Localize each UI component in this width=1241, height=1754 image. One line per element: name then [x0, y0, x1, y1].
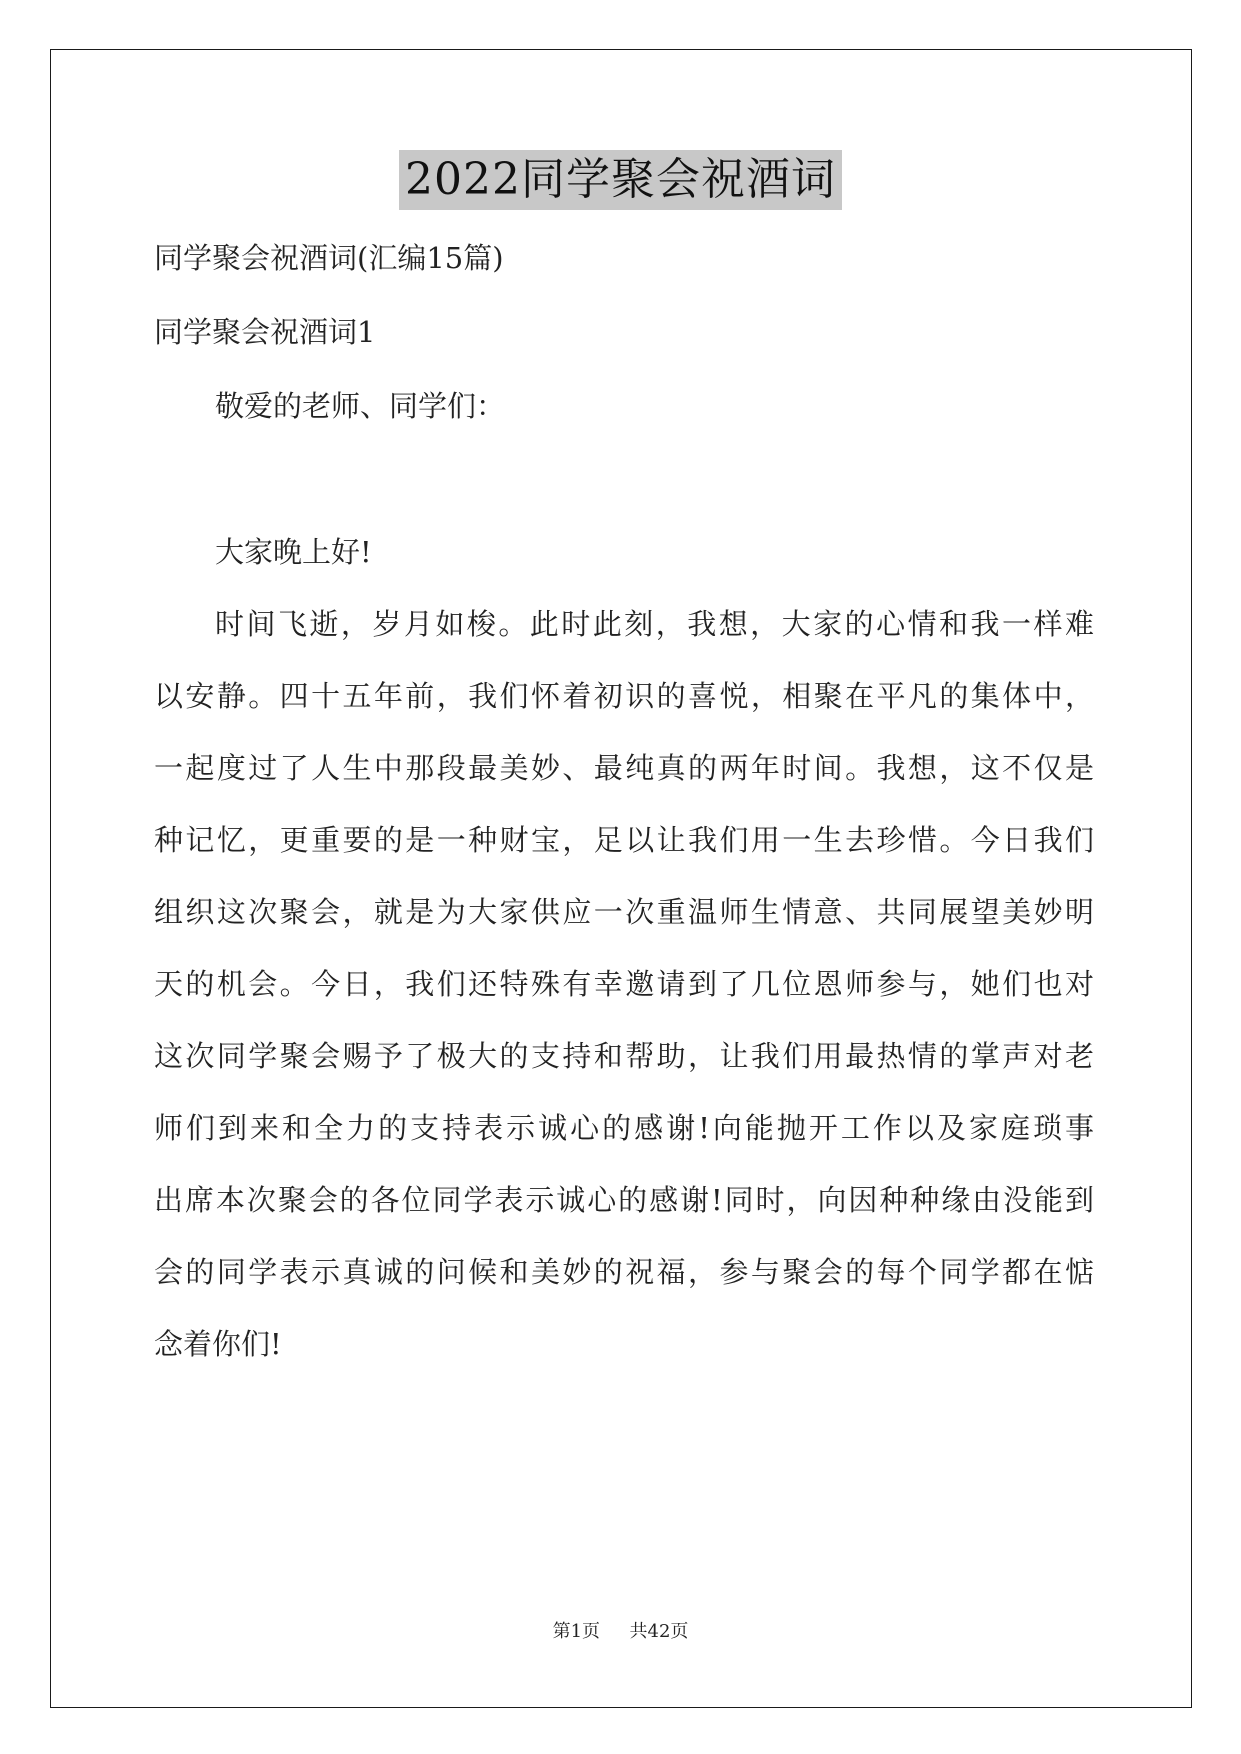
- body-line: 时间飞逝，岁月如梭。此时此刻，我想，大家的心情和我一样难: [215, 607, 1094, 641]
- body-line: 种记忆，更重要的是一种财宝，足以让我们用一生去珍惜。今日我们: [154, 823, 1094, 857]
- page-border: [50, 49, 1192, 1708]
- body-line: 以安静。四十五年前，我们怀着初识的喜悦，相聚在平凡的集体中，: [154, 679, 1094, 713]
- body-line: 这次同学聚会赐予了极大的支持和帮助，让我们用最热情的掌声对老: [154, 1039, 1094, 1073]
- document-subtitle: 同学聚会祝酒词(汇编15篇): [154, 241, 504, 275]
- body-line: 会的同学表示真诚的问候和美妙的祝福，参与聚会的每个同学都在惦: [154, 1255, 1094, 1289]
- body-line: 一起度过了人生中那段最美妙、最纯真的两年时间。我想，这不仅是: [154, 751, 1094, 785]
- page-footer: [0, 1620, 1241, 1644]
- body-line: 念着你们!: [154, 1327, 282, 1361]
- body-line: 天的机会。今日，我们还特殊有幸邀请到了几位恩师参与，她们也对: [154, 967, 1094, 1001]
- title-container: [0, 150, 1241, 210]
- body-line: 组织这次聚会，就是为大家供应一次重温师生情意、共同展望美妙明: [154, 895, 1094, 929]
- page-total: 共42页: [629, 1621, 689, 1642]
- page-number: 第1页: [552, 1621, 601, 1642]
- section-heading: 同学聚会祝酒词1: [154, 315, 376, 349]
- greeting-line: 敬爱的老师、同学们：: [215, 389, 506, 423]
- document-title: 2022同学聚会祝酒词: [399, 150, 842, 210]
- salutation-line: 大家晚上好!: [215, 535, 372, 569]
- body-line: 师们到来和全力的支持表示诚心的感谢!向能抛开工作以及家庭琐事: [154, 1111, 1094, 1145]
- body-line: 出席本次聚会的各位同学表示诚心的感谢!同时，向因种种缘由没能到: [154, 1183, 1094, 1217]
